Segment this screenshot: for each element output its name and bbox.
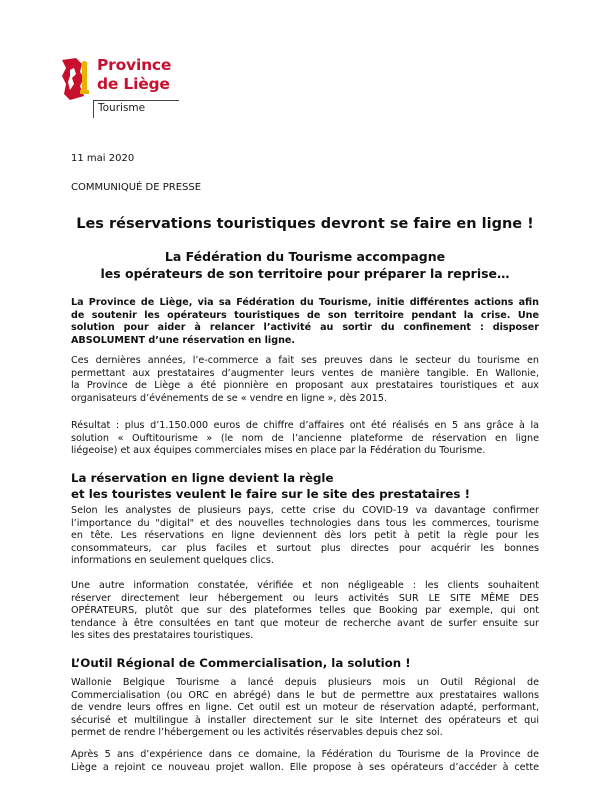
text-line: réserver directement leur hébergement ou leurs activités SUR LE SITE MÊME DES [71, 592, 539, 604]
heading-line: L’Outil Régional de Commercialisation, la solution ! [71, 656, 411, 670]
text-line: organisateurs d’événements de se « vendre en ligne », dès 2015. [71, 392, 388, 404]
text-line: l’importance du "digital" et des nouvelles technologies dans tous les commerces, tourisme [71, 517, 539, 529]
text-line: Selon les analystes de plusieurs pays, cette crise du COVID-19 va davantage confirmer [71, 505, 539, 516]
province-liege-logo [60, 50, 190, 120]
text-line: Après 5 ans d’expérience dans ce domaine, la Fédération du Tourisme de la Province de [71, 749, 539, 760]
body-paragraph-analysts [71, 505, 539, 568]
logo-text-line1: Province [97, 56, 172, 74]
text-line: tendance à être consultées en tant que moteur de recherche avant de surfer ensuite sur [71, 617, 539, 629]
text-line: sécurisé et multilingue à installer directement sur le site Internet des opérateurs et qui [71, 714, 539, 726]
text-line: Résultat : plus d’1.150.000 euros de chiffre d’affaires ont été réalisés en 5 ans grâce à la [71, 420, 539, 431]
liege-emblem-icon [60, 56, 94, 102]
text-line: solution « Ouftitourisme » (le nom de l’ancienne plateforme de réservation en ligne [71, 432, 539, 444]
text-line: consommateurs, car plus faciles et surtout plus directes pour acquérir les bonnes [71, 542, 539, 554]
text-line: en tête. Les réservations en ligne deviennent dès lors petit à petit la règle pour les [71, 530, 539, 542]
text-line: les sites des prestataires touristiques. [71, 630, 254, 642]
text-line: solution pour aider à relancer l’activité au sortir du confinement : disposer [71, 322, 539, 334]
logo-subtitle: Tourisme [98, 102, 146, 114]
release-date: 11 mai 2020 [71, 153, 135, 164]
subtitle-line: les opérateurs de son territoire pour préparer la reprise… [100, 266, 510, 281]
text-line: Une autre information constatée, vérifiée et non négligeable : les clients souhaitent [71, 580, 539, 591]
section-heading-online-booking [71, 470, 541, 502]
logo-vertical-rule [93, 100, 94, 118]
text-line: Wallonie Belgique Tourisme a lancé depuis plusieurs mois un Outil Régional de [71, 677, 539, 688]
body-paragraph-experience [71, 749, 539, 774]
text-line: informations en seulement quelques clics. [71, 555, 274, 567]
text-line: la Province de Liège a été pionnière en proposant aux prestataires touristiques et aux [71, 380, 539, 392]
body-paragraph-clients [71, 580, 539, 643]
heading-line: La réservation en ligne devient la règle [71, 471, 334, 485]
text-line: Commercialisation (ou ORC en abrégé) dans le but de permettre aux prestataires wallons [71, 689, 539, 701]
text-line: Ces dernières années, l’e-commerce a fait ses preuves dans le secteur du tourisme en [71, 355, 539, 366]
text-line: permet de rendre l’hébergement ou les activités réservables depuis chez soi. [71, 727, 443, 739]
body-paragraph-wbt [71, 677, 539, 740]
text-line: ABSOLUMENT d’une réservation en ligne. [71, 334, 296, 346]
logo-text-line2: de Liège [97, 75, 170, 93]
text-line: liégeoise) et aux équipes commerciales mises en place par la Fédération du Tourisme. [71, 445, 486, 457]
text-line: de vendre leurs offres en ligne. Cet outil est un moteur de réservation adapté, performant, [71, 702, 539, 714]
text-line: permettant aux prestataires d’augmenter leurs ventes de manière tangible. En Wallonie, [71, 367, 539, 379]
body-paragraph-ecommerce [71, 355, 539, 405]
heading-line: et les touristes veulent le faire sur le site des prestataires ! [71, 487, 470, 501]
release-type: COMMUNIQUÉ DE PRESSE [71, 182, 202, 193]
section-heading-orc [71, 655, 541, 671]
text-line: OPÉRATEURS, plutôt que sur des plateformes telles que Booking par exemple, qui ont [71, 605, 539, 617]
logo-divider [93, 100, 179, 101]
page-subtitle [40, 248, 570, 282]
body-paragraph-result [71, 420, 539, 458]
subtitle-line: La Fédération du Tourisme accompagne [164, 249, 446, 264]
text-line: de soutenir les opérateurs touristiques de son territoire pendant la crise. Une [71, 309, 539, 321]
text-line: La Province de Liège, via sa Fédération du Tourisme, initie différentes actions afin [71, 297, 539, 308]
page-title: Les réservations touristiques devront se faire en ligne ! [76, 216, 534, 232]
text-line: Liège a rejoint ce nouveau projet wallon. Elle propose à ses opérateurs d’accéder à cette [71, 761, 539, 773]
intro-paragraph [71, 297, 539, 347]
